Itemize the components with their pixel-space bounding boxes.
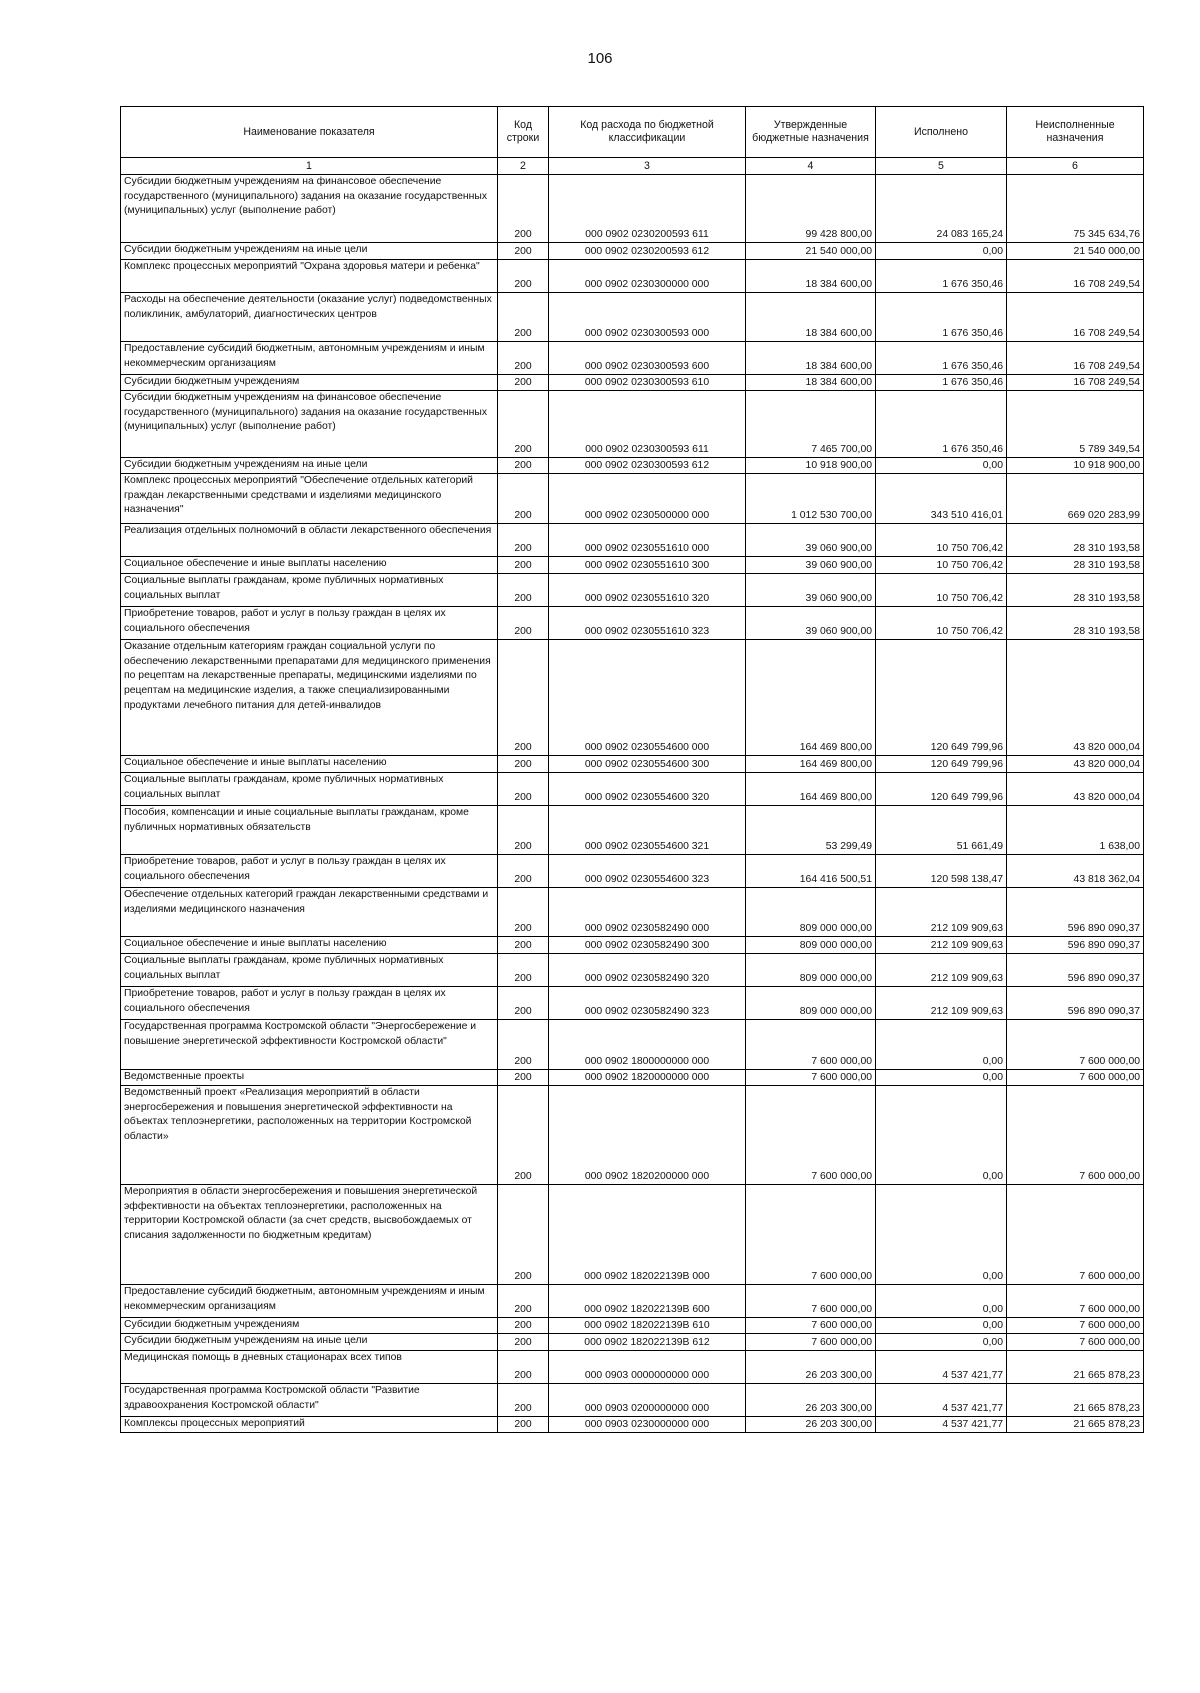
approved-amount-cell: 18 384 600,00 — [746, 342, 876, 375]
unexecuted-amount-cell: 28 310 193,58 — [1007, 557, 1144, 574]
executed-amount-cell: 4 537 421,77 — [876, 1417, 1007, 1433]
table-row — [121, 640, 1144, 756]
approved-amount-cell: 809 000 000,00 — [746, 888, 876, 937]
classification-code-cell: 000 0902 0230582490 323 — [549, 987, 746, 1020]
classification-code-cell: 000 0902 182022139В 000 — [549, 1185, 746, 1285]
row-code-cell: 200 — [498, 1020, 549, 1070]
approved-amount-cell: 21 540 000,00 — [746, 243, 876, 260]
table-row — [121, 1417, 1144, 1433]
executed-amount-cell: 51 661,49 — [876, 806, 1007, 855]
executed-amount-cell: 120 649 799,96 — [876, 773, 1007, 806]
classification-code-cell: 000 0902 0230554600 000 — [549, 640, 746, 756]
unexecuted-amount-cell: 28 310 193,58 — [1007, 524, 1144, 557]
approved-amount-cell: 7 600 000,00 — [746, 1185, 876, 1285]
table-row — [121, 1020, 1144, 1070]
table-row — [121, 175, 1144, 243]
unexecuted-amount-cell: 1 638,00 — [1007, 806, 1144, 855]
indicator-name-cell: Социальные выплаты гражданам, кроме публичных нормативных социальных выплат — [121, 574, 498, 607]
row-code-cell: 200 — [498, 293, 549, 342]
table-row — [121, 855, 1144, 888]
executed-amount-cell: 1 676 350,46 — [876, 260, 1007, 293]
row-code-cell: 200 — [498, 1318, 549, 1334]
table-row — [121, 937, 1144, 954]
classification-code-cell: 000 0902 0230551610 320 — [549, 574, 746, 607]
indicator-name-cell: Реализация отдельных полномочий в области лекарственного обеспечения — [121, 524, 498, 557]
unexecuted-amount-cell: 28 310 193,58 — [1007, 574, 1144, 607]
row-code-cell: 200 — [498, 342, 549, 375]
executed-amount-cell: 212 109 909,63 — [876, 987, 1007, 1020]
unexecuted-amount-cell: 21 665 878,23 — [1007, 1351, 1144, 1384]
indicator-name-cell: Субсидии бюджетным учреждениям на иные цели — [121, 458, 498, 474]
table-row — [121, 243, 1144, 260]
row-code-cell: 200 — [498, 474, 549, 524]
approved-amount-cell: 164 416 500,51 — [746, 855, 876, 888]
classification-code-cell: 000 0902 0230200593 612 — [549, 243, 746, 260]
indicator-name-cell: Комплекс процессных мероприятий "Обеспечение отдельных категорий граждан лекарственными средствами и изделиями медицинского назначения" — [121, 474, 498, 524]
classification-code-cell: 000 0902 0230300593 610 — [549, 375, 746, 391]
row-code-cell: 200 — [498, 557, 549, 574]
classification-code-cell: 000 0903 0200000000 000 — [549, 1384, 746, 1417]
classification-code-cell: 000 0902 0230300593 611 — [549, 391, 746, 458]
indicator-name-cell: Социальное обеспечение и иные выплаты населению — [121, 756, 498, 773]
indicator-name-cell: Приобретение товаров, работ и услуг в пользу граждан в целях их социального обеспечения — [121, 607, 498, 640]
header-indicator-name: Наименование показателя — [121, 107, 498, 158]
row-code-cell: 200 — [498, 458, 549, 474]
approved-amount-cell: 53 299,49 — [746, 806, 876, 855]
executed-amount-cell: 10 750 706,42 — [876, 607, 1007, 640]
unexecuted-amount-cell: 21 665 878,23 — [1007, 1417, 1144, 1433]
indicator-name-cell: Субсидии бюджетным учреждениям — [121, 1318, 498, 1334]
approved-amount-cell: 39 060 900,00 — [746, 557, 876, 574]
unexecuted-amount-cell: 5 789 349,54 — [1007, 391, 1144, 458]
approved-amount-cell: 164 469 800,00 — [746, 756, 876, 773]
unexecuted-amount-cell: 10 918 900,00 — [1007, 458, 1144, 474]
column-number: 4 — [746, 158, 876, 175]
row-code-cell: 200 — [498, 888, 549, 937]
row-code-cell: 200 — [498, 175, 549, 243]
table-row — [121, 773, 1144, 806]
classification-code-cell: 000 0902 182022139В 612 — [549, 1334, 746, 1351]
classification-code-cell: 000 0902 0230554600 321 — [549, 806, 746, 855]
approved-amount-cell: 26 203 300,00 — [746, 1384, 876, 1417]
executed-amount-cell: 212 109 909,63 — [876, 888, 1007, 937]
unexecuted-amount-cell: 7 600 000,00 — [1007, 1070, 1144, 1086]
indicator-name-cell: Комплексы процессных мероприятий — [121, 1417, 498, 1433]
executed-amount-cell: 212 109 909,63 — [876, 954, 1007, 987]
budget-execution-table — [120, 106, 1144, 1433]
indicator-name-cell: Расходы на обеспечение деятельности (оказание услуг) подведомственных поликлиник, амбулаторий, диагностических центров — [121, 293, 498, 342]
classification-code-cell: 000 0902 0230551610 300 — [549, 557, 746, 574]
row-code-cell: 200 — [498, 756, 549, 773]
row-code-cell: 200 — [498, 1417, 549, 1433]
table-header-row — [121, 107, 1144, 158]
approved-amount-cell: 39 060 900,00 — [746, 524, 876, 557]
row-code-cell: 200 — [498, 1285, 549, 1318]
indicator-name-cell: Субсидии бюджетным учреждениям на финансовое обеспечение государственного (муниципального) задания на оказание государственных (муниципальных) услуг (выполнение работ) — [121, 175, 498, 243]
column-number: 5 — [876, 158, 1007, 175]
unexecuted-amount-cell: 7 600 000,00 — [1007, 1285, 1144, 1318]
table-row — [121, 1070, 1144, 1086]
indicator-name-cell: Приобретение товаров, работ и услуг в пользу граждан в целях их социального обеспечения — [121, 855, 498, 888]
approved-amount-cell: 39 060 900,00 — [746, 607, 876, 640]
unexecuted-amount-cell: 75 345 634,76 — [1007, 175, 1144, 243]
classification-code-cell: 000 0902 0230551610 323 — [549, 607, 746, 640]
indicator-name-cell: Субсидии бюджетным учреждениям на иные цели — [121, 243, 498, 260]
table-row — [121, 806, 1144, 855]
row-code-cell: 200 — [498, 1384, 549, 1417]
row-code-cell: 200 — [498, 1351, 549, 1384]
unexecuted-amount-cell: 16 708 249,54 — [1007, 260, 1144, 293]
approved-amount-cell: 164 469 800,00 — [746, 773, 876, 806]
row-code-cell: 200 — [498, 937, 549, 954]
unexecuted-amount-cell: 596 890 090,37 — [1007, 937, 1144, 954]
classification-code-cell: 000 0902 1820200000 000 — [549, 1086, 746, 1185]
indicator-name-cell: Социальное обеспечение и иные выплаты населению — [121, 557, 498, 574]
approved-amount-cell: 164 469 800,00 — [746, 640, 876, 756]
approved-amount-cell: 7 600 000,00 — [746, 1318, 876, 1334]
indicator-name-cell: Социальные выплаты гражданам, кроме публичных нормативных социальных выплат — [121, 954, 498, 987]
executed-amount-cell: 10 750 706,42 — [876, 574, 1007, 607]
unexecuted-amount-cell: 21 540 000,00 — [1007, 243, 1144, 260]
table-row — [121, 954, 1144, 987]
unexecuted-amount-cell: 16 708 249,54 — [1007, 342, 1144, 375]
approved-amount-cell: 18 384 600,00 — [746, 375, 876, 391]
header-unexecuted: Неисполненные назначения — [1007, 107, 1144, 158]
indicator-name-cell: Государственная программа Костромской области "Развитие здравоохранения Костромской области" — [121, 1384, 498, 1417]
row-code-cell: 200 — [498, 773, 549, 806]
row-code-cell: 200 — [498, 391, 549, 458]
indicator-name-cell: Ведомственный проект «Реализация мероприятий в области энергосбережения и повышения энергетической эффективности на объектах теплоэнергетики, расположенных на территории Костромской области» — [121, 1086, 498, 1185]
classification-code-cell: 000 0902 0230200593 611 — [549, 175, 746, 243]
row-code-cell: 200 — [498, 987, 549, 1020]
executed-amount-cell: 24 083 165,24 — [876, 175, 1007, 243]
executed-amount-cell: 0,00 — [876, 1318, 1007, 1334]
approved-amount-cell: 1 012 530 700,00 — [746, 474, 876, 524]
unexecuted-amount-cell: 16 708 249,54 — [1007, 293, 1144, 342]
executed-amount-cell: 0,00 — [876, 1086, 1007, 1185]
executed-amount-cell: 4 537 421,77 — [876, 1384, 1007, 1417]
executed-amount-cell: 10 750 706,42 — [876, 557, 1007, 574]
executed-amount-cell: 0,00 — [876, 458, 1007, 474]
classification-code-cell: 000 0902 0230554600 320 — [549, 773, 746, 806]
approved-amount-cell: 99 428 800,00 — [746, 175, 876, 243]
table-row — [121, 293, 1144, 342]
approved-amount-cell: 7 600 000,00 — [746, 1070, 876, 1086]
row-code-cell: 200 — [498, 607, 549, 640]
executed-amount-cell: 0,00 — [876, 1020, 1007, 1070]
classification-code-cell: 000 0902 0230554600 300 — [549, 756, 746, 773]
approved-amount-cell: 809 000 000,00 — [746, 987, 876, 1020]
approved-amount-cell: 26 203 300,00 — [746, 1351, 876, 1384]
unexecuted-amount-cell: 16 708 249,54 — [1007, 375, 1144, 391]
table-row — [121, 458, 1144, 474]
row-code-cell: 200 — [498, 260, 549, 293]
unexecuted-amount-cell: 7 600 000,00 — [1007, 1185, 1144, 1285]
table-body — [121, 175, 1144, 1433]
approved-amount-cell: 7 600 000,00 — [746, 1020, 876, 1070]
table-row — [121, 1318, 1144, 1334]
header-executed: Исполнено — [876, 107, 1007, 158]
executed-amount-cell: 1 676 350,46 — [876, 391, 1007, 458]
approved-amount-cell: 7 600 000,00 — [746, 1285, 876, 1318]
table-row — [121, 1384, 1144, 1417]
row-code-cell: 200 — [498, 574, 549, 607]
table-row — [121, 1086, 1144, 1185]
approved-amount-cell: 39 060 900,00 — [746, 574, 876, 607]
table-row — [121, 342, 1144, 375]
row-code-cell: 200 — [498, 375, 549, 391]
unexecuted-amount-cell: 43 820 000,04 — [1007, 773, 1144, 806]
classification-code-cell: 000 0902 0230554600 323 — [549, 855, 746, 888]
approved-amount-cell: 18 384 600,00 — [746, 293, 876, 342]
table-row — [121, 607, 1144, 640]
classification-code-cell: 000 0902 1800000000 000 — [549, 1020, 746, 1070]
indicator-name-cell: Субсидии бюджетным учреждениям на иные цели — [121, 1334, 498, 1351]
column-number: 1 — [121, 158, 498, 175]
approved-amount-cell: 809 000 000,00 — [746, 954, 876, 987]
approved-amount-cell: 18 384 600,00 — [746, 260, 876, 293]
unexecuted-amount-cell: 596 890 090,37 — [1007, 954, 1144, 987]
executed-amount-cell: 0,00 — [876, 1185, 1007, 1285]
indicator-name-cell: Мероприятия в области энергосбережения и повышения энергетической эффективности на объектах теплоэнергетики, расположенных на территории Костромской области (за счет средств, высвобождаемых от списания задолженности по бюджетным кредитам) — [121, 1185, 498, 1285]
indicator-name-cell: Комплекс процессных мероприятий "Охрана здоровья матери и ребенка" — [121, 260, 498, 293]
indicator-name-cell: Пособия, компенсации и иные социальные выплаты гражданам, кроме публичных нормативных обязательств — [121, 806, 498, 855]
unexecuted-amount-cell: 43 820 000,04 — [1007, 640, 1144, 756]
approved-amount-cell: 10 918 900,00 — [746, 458, 876, 474]
unexecuted-amount-cell: 21 665 878,23 — [1007, 1384, 1144, 1417]
indicator-name-cell: Приобретение товаров, работ и услуг в пользу граждан в целях их социального обеспечения — [121, 987, 498, 1020]
classification-code-cell: 000 0902 182022139В 610 — [549, 1318, 746, 1334]
classification-code-cell: 000 0903 0000000000 000 — [549, 1351, 746, 1384]
table-row — [121, 391, 1144, 458]
header-row-code: Код строки — [498, 107, 549, 158]
table-row — [121, 756, 1144, 773]
row-code-cell: 200 — [498, 1086, 549, 1185]
classification-code-cell: 000 0902 0230300593 600 — [549, 342, 746, 375]
classification-code-cell: 000 0902 0230551610 000 — [549, 524, 746, 557]
classification-code-cell: 000 0902 0230300593 612 — [549, 458, 746, 474]
row-code-cell: 200 — [498, 1185, 549, 1285]
table-row — [121, 987, 1144, 1020]
indicator-name-cell: Медицинская помощь в дневных стационарах всех типов — [121, 1351, 498, 1384]
row-code-cell: 200 — [498, 243, 549, 260]
column-number: 3 — [549, 158, 746, 175]
row-code-cell: 200 — [498, 806, 549, 855]
classification-code-cell: 000 0902 0230582490 300 — [549, 937, 746, 954]
unexecuted-amount-cell: 596 890 090,37 — [1007, 987, 1144, 1020]
executed-amount-cell: 0,00 — [876, 1334, 1007, 1351]
approved-amount-cell: 7 600 000,00 — [746, 1334, 876, 1351]
classification-code-cell: 000 0902 0230582490 000 — [549, 888, 746, 937]
row-code-cell: 200 — [498, 1070, 549, 1086]
indicator-name-cell: Субсидии бюджетным учреждениям на финансовое обеспечение государственного (муниципального) задания на оказание государственных (муниципальных) услуг (выполнение работ) — [121, 391, 498, 458]
executed-amount-cell: 0,00 — [876, 243, 1007, 260]
approved-amount-cell: 7 600 000,00 — [746, 1086, 876, 1185]
table-row — [121, 557, 1144, 574]
row-code-cell: 200 — [498, 954, 549, 987]
table-row — [121, 1351, 1144, 1384]
row-code-cell: 200 — [498, 640, 549, 756]
unexecuted-amount-cell: 7 600 000,00 — [1007, 1318, 1144, 1334]
header-approved: Утвержденные бюджетные назначения — [746, 107, 876, 158]
indicator-name-cell: Социальные выплаты гражданам, кроме публичных нормативных социальных выплат — [121, 773, 498, 806]
executed-amount-cell: 0,00 — [876, 1285, 1007, 1318]
executed-amount-cell: 120 649 799,96 — [876, 640, 1007, 756]
classification-code-cell: 000 0902 182022139В 600 — [549, 1285, 746, 1318]
unexecuted-amount-cell: 669 020 283,99 — [1007, 474, 1144, 524]
classification-code-cell: 000 0902 0230300593 000 — [549, 293, 746, 342]
approved-amount-cell: 809 000 000,00 — [746, 937, 876, 954]
table-row — [121, 574, 1144, 607]
indicator-name-cell: Социальное обеспечение и иные выплаты населению — [121, 937, 498, 954]
table-row — [121, 888, 1144, 937]
classification-code-cell: 000 0902 0230300000 000 — [549, 260, 746, 293]
executed-amount-cell: 0,00 — [876, 1070, 1007, 1086]
unexecuted-amount-cell: 7 600 000,00 — [1007, 1334, 1144, 1351]
indicator-name-cell: Обеспечение отдельных категорий граждан лекарственными средствами и изделиями медицинского назначения — [121, 888, 498, 937]
header-classification-code: Код расхода по бюджетной классификации — [549, 107, 746, 158]
indicator-name-cell: Ведомственные проекты — [121, 1070, 498, 1086]
column-number: 6 — [1007, 158, 1144, 175]
approved-amount-cell: 26 203 300,00 — [746, 1417, 876, 1433]
classification-code-cell: 000 0903 0230000000 000 — [549, 1417, 746, 1433]
executed-amount-cell: 212 109 909,63 — [876, 937, 1007, 954]
table-row — [121, 524, 1144, 557]
indicator-name-cell: Оказание отдельным категориям граждан социальной услуги по обеспечению лекарственными препаратами для медицинского применения по рецептам на лекарственные препараты, медицинскими изделиями по рецептам на медицинские изделия, а также специализированными продуктами лечебного питания для детей-инвалидов — [121, 640, 498, 756]
executed-amount-cell: 1 676 350,46 — [876, 342, 1007, 375]
row-code-cell: 200 — [498, 524, 549, 557]
classification-code-cell: 000 0902 0230582490 320 — [549, 954, 746, 987]
executed-amount-cell: 120 598 138,47 — [876, 855, 1007, 888]
indicator-name-cell: Государственная программа Костромской области "Энергосбережение и повышение энергетической эффективности Костромской области" — [121, 1020, 498, 1070]
unexecuted-amount-cell: 43 818 362,04 — [1007, 855, 1144, 888]
column-number-row — [121, 158, 1144, 175]
indicator-name-cell: Субсидии бюджетным учреждениям — [121, 375, 498, 391]
page-number: 106 — [587, 50, 613, 67]
table-row — [121, 1334, 1144, 1351]
table-row — [121, 260, 1144, 293]
executed-amount-cell: 1 676 350,46 — [876, 375, 1007, 391]
indicator-name-cell: Предоставление субсидий бюджетным, автономным учреждениям и иным некоммерческим организациям — [121, 342, 498, 375]
executed-amount-cell: 120 649 799,96 — [876, 756, 1007, 773]
executed-amount-cell: 4 537 421,77 — [876, 1351, 1007, 1384]
row-code-cell: 200 — [498, 855, 549, 888]
executed-amount-cell: 343 510 416,01 — [876, 474, 1007, 524]
unexecuted-amount-cell: 7 600 000,00 — [1007, 1020, 1144, 1070]
indicator-name-cell: Предоставление субсидий бюджетным, автономным учреждениям и иным некоммерческим организациям — [121, 1285, 498, 1318]
approved-amount-cell: 7 465 700,00 — [746, 391, 876, 458]
unexecuted-amount-cell: 7 600 000,00 — [1007, 1086, 1144, 1185]
unexecuted-amount-cell: 596 890 090,37 — [1007, 888, 1144, 937]
row-code-cell: 200 — [498, 1334, 549, 1351]
unexecuted-amount-cell: 28 310 193,58 — [1007, 607, 1144, 640]
classification-code-cell: 000 0902 1820000000 000 — [549, 1070, 746, 1086]
executed-amount-cell: 1 676 350,46 — [876, 293, 1007, 342]
executed-amount-cell: 10 750 706,42 — [876, 524, 1007, 557]
classification-code-cell: 000 0902 0230500000 000 — [549, 474, 746, 524]
table-row — [121, 1285, 1144, 1318]
table-row — [121, 1185, 1144, 1285]
column-number: 2 — [498, 158, 549, 175]
table-row — [121, 375, 1144, 391]
unexecuted-amount-cell: 43 820 000,04 — [1007, 756, 1144, 773]
table-row — [121, 474, 1144, 524]
